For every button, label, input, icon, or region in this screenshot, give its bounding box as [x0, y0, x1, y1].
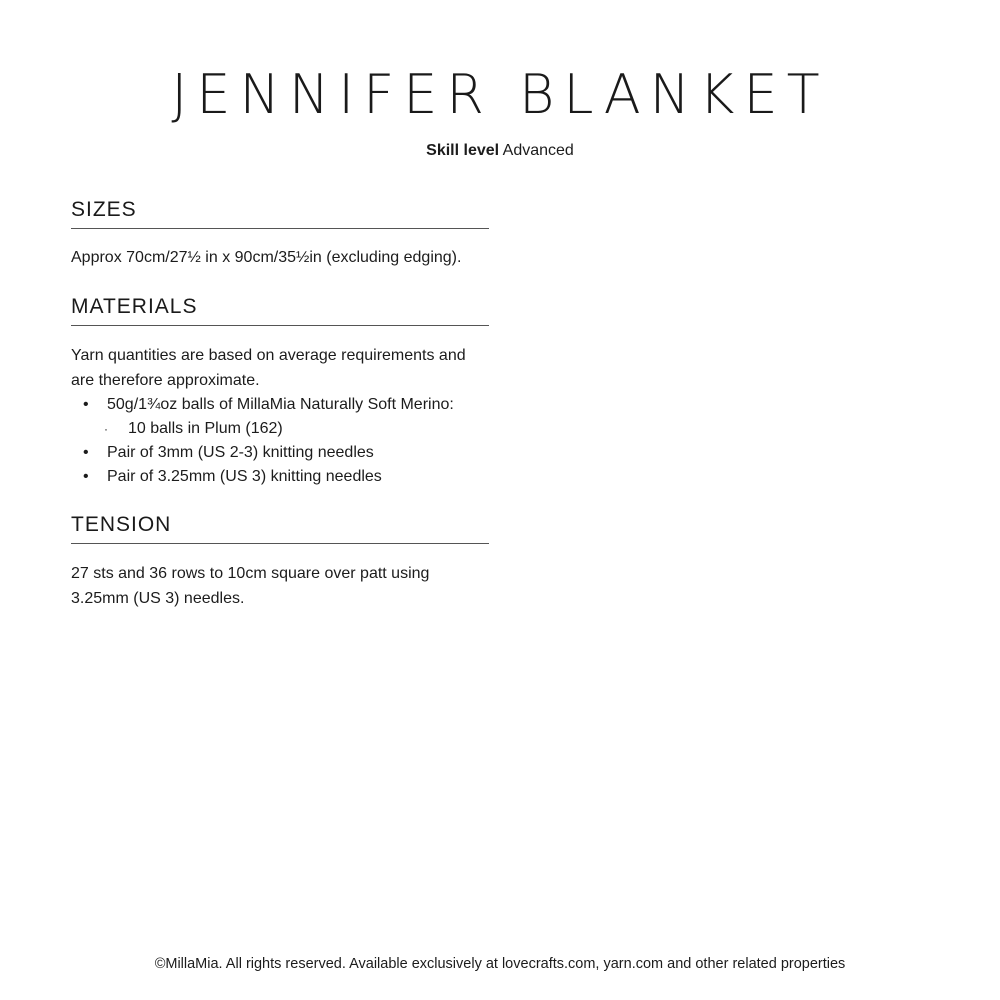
list-item-text: Pair of 3.25mm (US 3) knitting needles — [107, 468, 382, 485]
sub-bullet: · — [104, 422, 108, 436]
tension-section — [71, 511, 489, 611]
list-item-text: 10 balls in Plum (162) — [128, 420, 283, 437]
tension-text: 27 sts and 36 rows to 10cm square over patt using 3.25mm (US 3) needles. — [71, 565, 430, 607]
sizes-section — [71, 196, 489, 270]
skill-level-label: Skill level — [426, 142, 500, 159]
copyright-footer: ©MillaMia. All rights reserved. Available exclusively at lovecrafts.com, yarn.com and other related properties — [154, 956, 846, 972]
list-item — [71, 393, 489, 417]
list-item — [71, 441, 489, 465]
sizes-heading: SIZES — [71, 196, 489, 229]
list-item-text: 50g/1¾oz balls of MillaMia Naturally Soft Merino: — [107, 396, 454, 413]
page-title: JENNIFER BLANKET — [171, 63, 829, 126]
materials-heading: MATERIALS — [71, 293, 489, 326]
materials-intro: Yarn quantities are based on average requirements and are therefore approximate. — [71, 347, 466, 389]
sizes-text: Approx 70cm/27½ in x 90cm/35½in (excluding edging). — [71, 249, 462, 266]
bullet: • — [83, 396, 89, 413]
materials-list — [71, 393, 489, 489]
skill-level-value: Advanced — [502, 142, 574, 159]
materials-section — [71, 293, 489, 489]
list-item — [71, 465, 489, 489]
list-item-text: Pair of 3mm (US 2-3) knitting needles — [107, 444, 374, 461]
tension-heading: TENSION — [71, 511, 489, 544]
bullet: • — [83, 444, 89, 461]
bullet: • — [83, 468, 89, 485]
list-item — [71, 417, 489, 441]
skill-level — [0, 141, 1000, 161]
